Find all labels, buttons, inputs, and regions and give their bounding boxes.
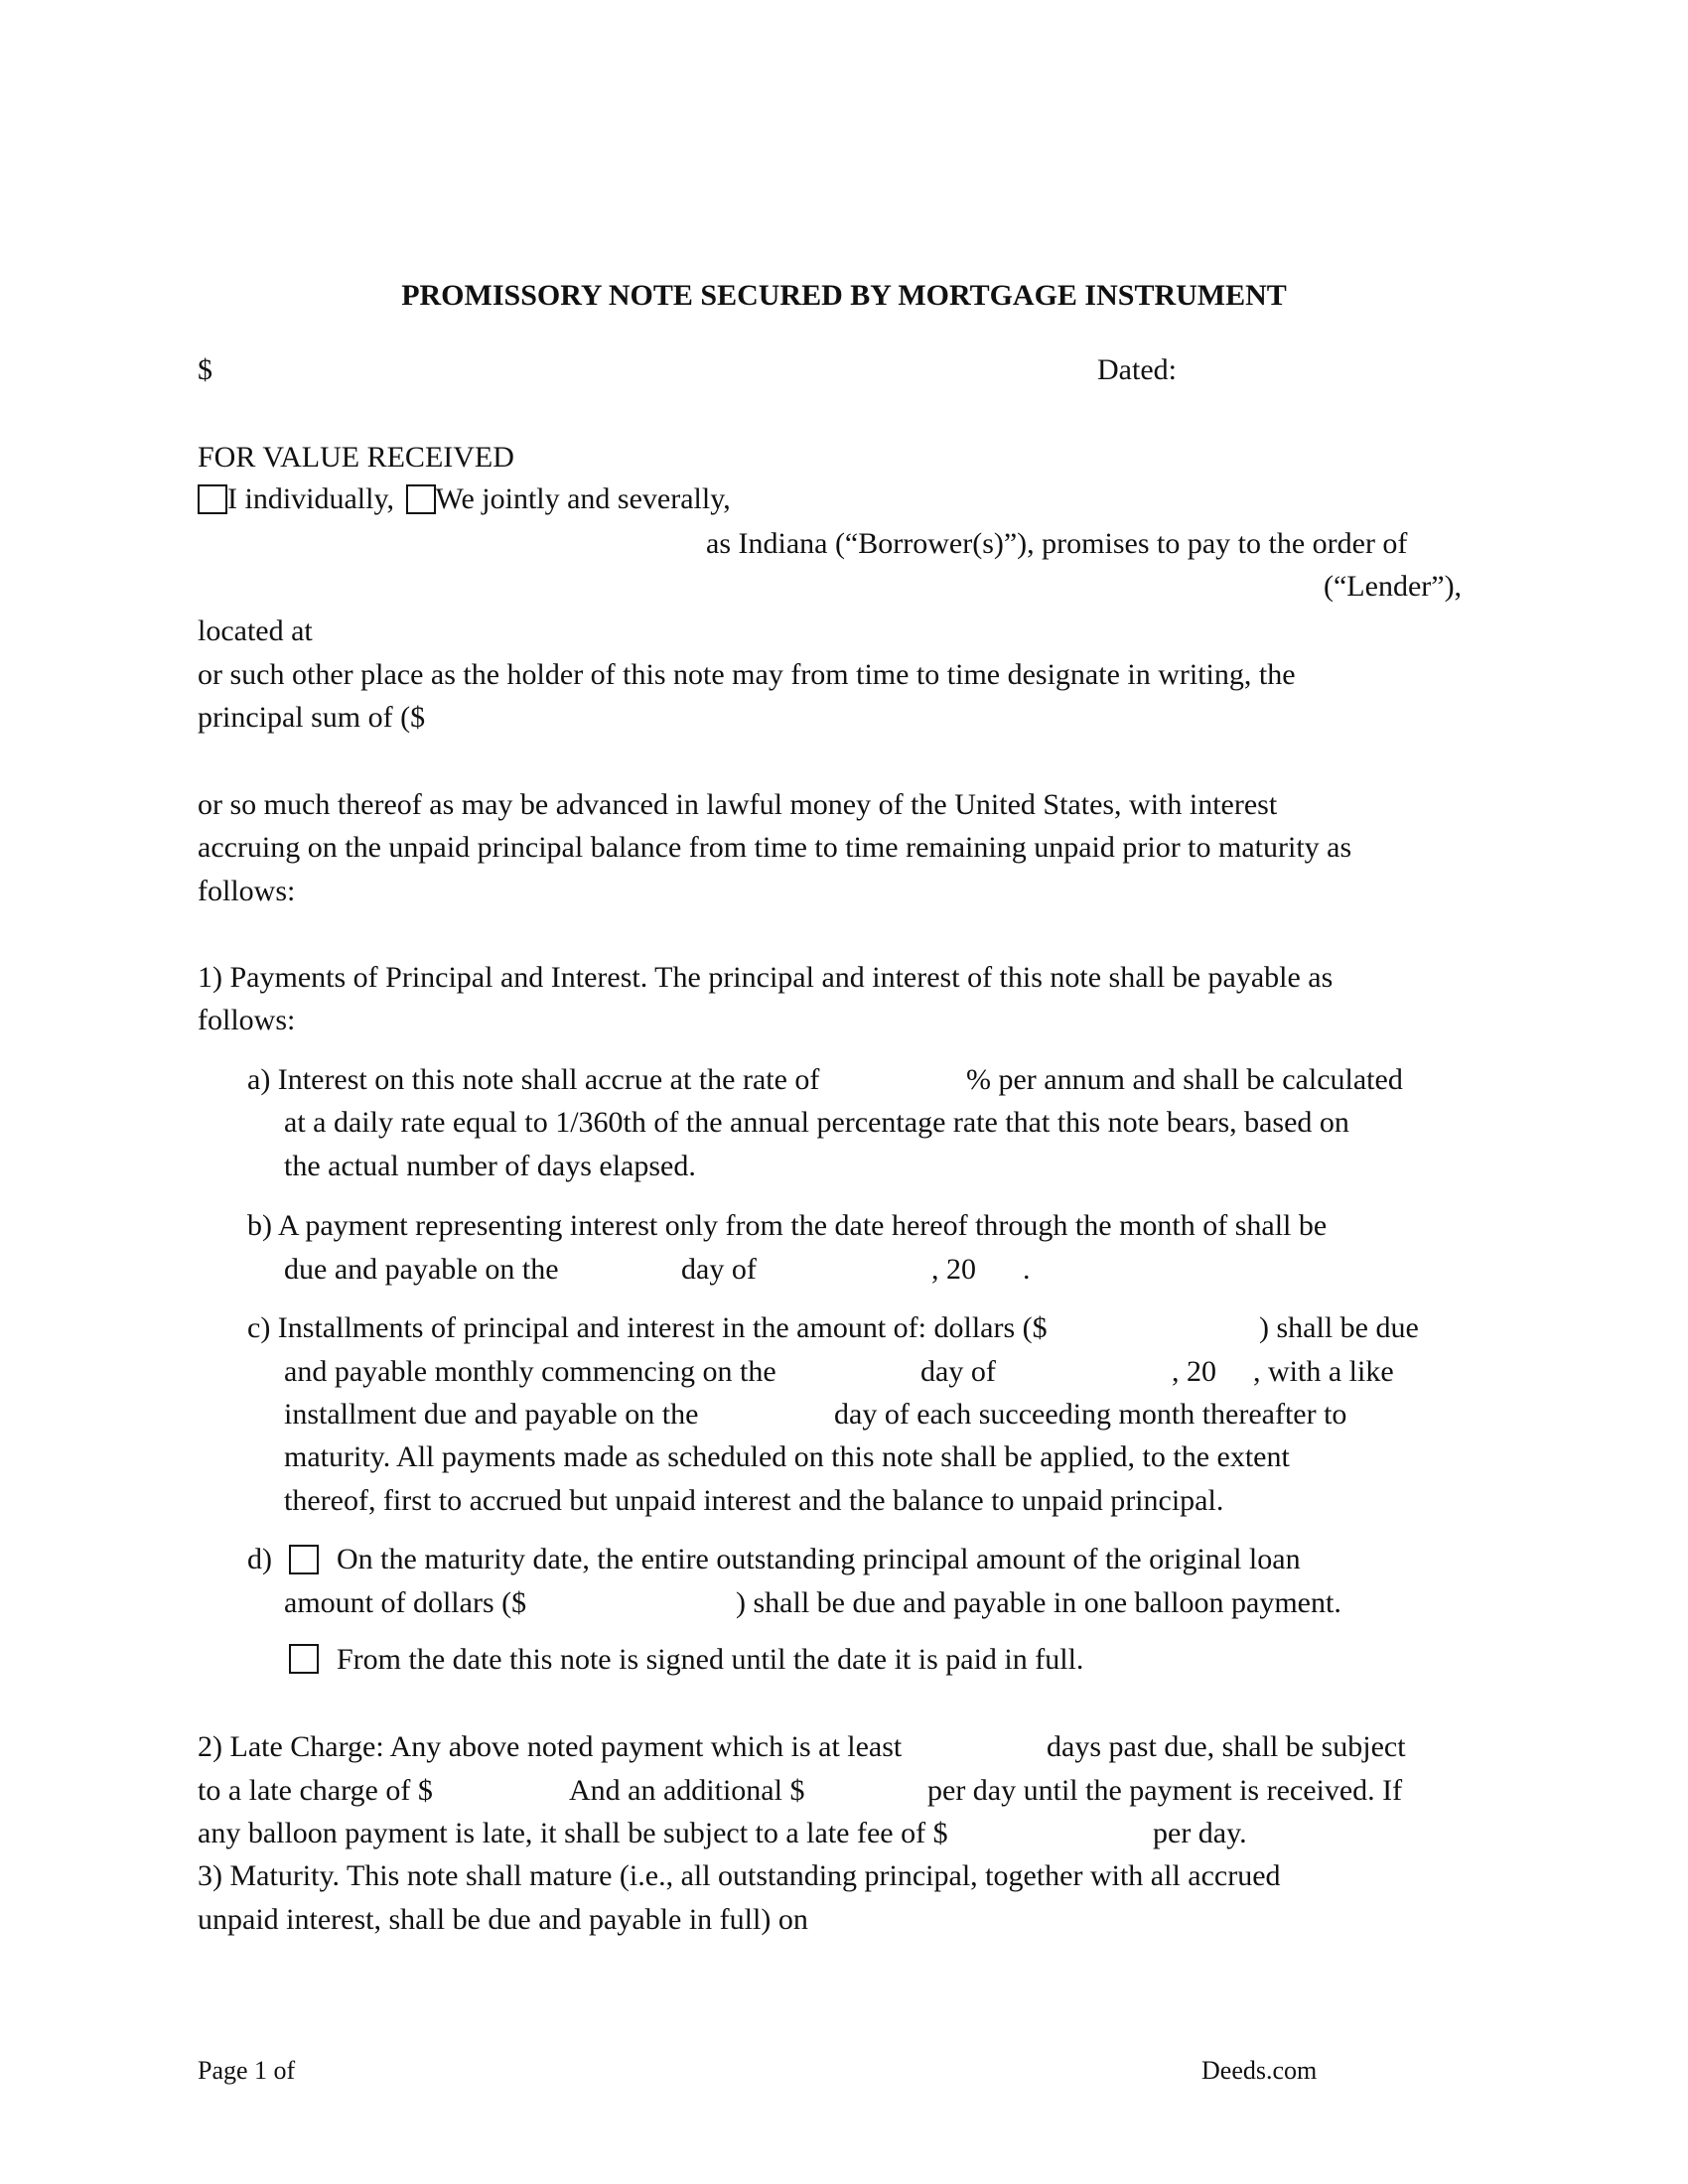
item-a-line3: the actual number of days elapsed. xyxy=(284,1150,696,1182)
section3-line1: 3) Maturity. This note shall mature (i.e., all outstanding principal, together with all accrued xyxy=(198,1859,1281,1892)
document-title: PROMISSORY NOTE SECURED BY MORTGAGE INSTRUMENT xyxy=(401,279,1287,312)
item-b-line2d: . xyxy=(1023,1253,1031,1286)
lender-line: (“Lender”), xyxy=(1324,570,1463,603)
item-c-line3a: installment due and payable on the xyxy=(284,1398,699,1431)
footer-site: Deeds.com xyxy=(1201,2056,1318,2085)
individually-label: I individually, xyxy=(227,482,395,515)
borrower-line: as Indiana (“Borrower(s)”), promises to pay to the order of xyxy=(706,527,1408,560)
item-a-line1a: a) Interest on this note shall accrue at the rate of xyxy=(247,1063,820,1096)
lawful-money-line1: or so much thereof as may be advanced in lawful money of the United States, with interest xyxy=(198,788,1278,821)
section2-line1b: days past due, shall be subject xyxy=(1047,1730,1406,1763)
item-c-line1a: c) Installments of principal and interest in the amount of: dollars ($ xyxy=(247,1311,1048,1344)
item-c-line3b: day of each succeeding month thereafter to xyxy=(834,1398,1347,1431)
item-d-option1-line2a: amount of dollars ($ xyxy=(284,1586,527,1619)
item-c-line4: maturity. All payments made as scheduled on this note shall be applied, to the extent xyxy=(284,1440,1290,1473)
jointly-checkbox[interactable] xyxy=(406,484,436,514)
section2-line2a: to a late charge of $ xyxy=(198,1774,433,1807)
balloon-payment-checkbox[interactable] xyxy=(289,1545,319,1574)
section2-line2c: per day until the payment is received. If xyxy=(927,1774,1403,1807)
located-at: located at xyxy=(198,614,313,647)
item-d-option1-line2b: ) shall be due and payable in one balloon payment. xyxy=(736,1586,1341,1619)
principal-paragraph-line1: or such other place as the holder of this note may from time to time designate in writing, the xyxy=(198,658,1296,691)
item-d-option1-line1: On the maturity date, the entire outstanding principal amount of the original loan xyxy=(337,1543,1301,1575)
item-d-label: d) xyxy=(247,1543,272,1575)
item-c-line5: thereof, first to accrued but unpaid interest and the balance to unpaid principal. xyxy=(284,1484,1224,1517)
individually-checkbox[interactable] xyxy=(198,484,227,514)
section1-heading-line2: follows: xyxy=(198,1004,296,1036)
borrower-options-line xyxy=(198,481,731,518)
for-value-received: FOR VALUE RECEIVED xyxy=(198,441,514,474)
item-b-line2b: day of xyxy=(681,1253,757,1286)
dated-label: Dated: xyxy=(1097,353,1177,386)
amount-label: $ xyxy=(198,353,212,386)
section2-line3a: any balloon payment is late, it shall be subject to a late fee of $ xyxy=(198,1817,948,1849)
item-b-line2a: due and payable on the xyxy=(284,1253,559,1286)
item-c-line2d: , with a like xyxy=(1253,1355,1394,1388)
item-b-line1: b) A payment representing interest only from the date hereof through the month of shall be xyxy=(247,1209,1328,1242)
item-c-line2b: day of xyxy=(920,1355,996,1388)
jointly-label: We jointly and severally, xyxy=(435,482,731,515)
item-c-line2c: , 20 xyxy=(1172,1355,1216,1388)
item-c-line2a: and payable monthly commencing on the xyxy=(284,1355,776,1388)
section2-line2b: And an additional $ xyxy=(569,1774,805,1807)
principal-paragraph-line2: principal sum of ($ xyxy=(198,701,426,734)
section3-line2: unpaid interest, shall be due and payable in full) on xyxy=(198,1903,808,1936)
footer-page-label: Page 1 of xyxy=(198,2056,296,2085)
item-a-line1b: % per annum and shall be calculated xyxy=(966,1063,1403,1096)
item-b-line2c: , 20 xyxy=(931,1253,976,1286)
item-d-option2: From the date this note is signed until the date it is paid in full. xyxy=(337,1643,1084,1676)
section2-line1a: 2) Late Charge: Any above noted payment which is at least xyxy=(198,1730,903,1763)
item-c-line1b: ) shall be due xyxy=(1259,1311,1419,1344)
lawful-money-line3: follows: xyxy=(198,875,296,907)
item-a-line2: at a daily rate equal to 1/360th of the annual percentage rate that this note bears, based on xyxy=(284,1106,1349,1139)
lawful-money-line2: accruing on the unpaid principal balance from time to time remaining unpaid prior to maturity as xyxy=(198,831,1352,864)
section1-heading-line1: 1) Payments of Principal and Interest. The principal and interest of this note shall be payable as xyxy=(198,961,1334,994)
signed-until-paid-checkbox[interactable] xyxy=(289,1644,319,1674)
section2-line3b: per day. xyxy=(1153,1817,1247,1849)
